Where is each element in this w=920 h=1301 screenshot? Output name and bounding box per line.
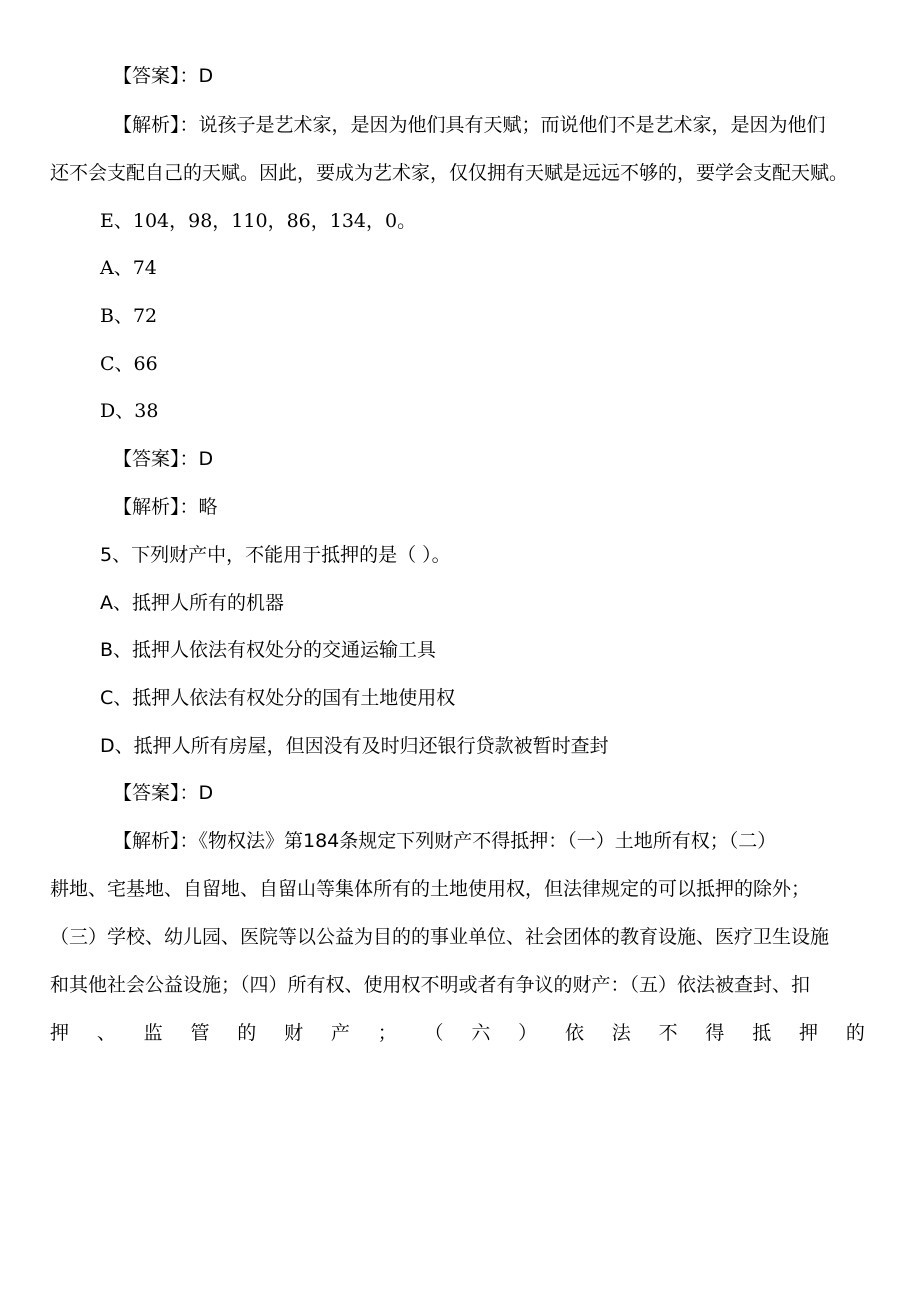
spread-char: 管: [190, 1022, 210, 1044]
analysis-line: （三）学校、幼儿园、医院等以公益为目的的事业单位、社会团体的教育设施、医疗卫生设施: [50, 926, 830, 948]
option-b: B、72: [100, 305, 158, 327]
spread-char: 监: [143, 1022, 163, 1044]
spread-char: ）: [518, 1022, 538, 1044]
answer-line: 【答案】：D: [113, 448, 214, 470]
spread-char: （: [424, 1022, 444, 1044]
spread-char: 的: [237, 1022, 257, 1044]
spread-char: 法: [611, 1022, 631, 1044]
analysis-line: 耕地、宅基地、自留地、自留山等集体所有的土地使用权，但法律规定的可以抵押的除外；: [50, 878, 811, 900]
option-b: B、抵押人依法有权处分的交通运输工具: [100, 639, 437, 661]
answer-line: 【答案】：D: [113, 782, 214, 804]
option-a: A、74: [100, 257, 157, 279]
option-d: D、38: [100, 400, 159, 422]
spread-char: 财: [284, 1022, 304, 1044]
analysis-line: 还不会支配自己的天赋。因此，要成为艺术家，仅仅拥有天赋是远远不够的，要学会支配天赋。: [50, 162, 849, 184]
spread-char: 得: [705, 1022, 725, 1044]
analysis-line: 和其他社会公益设施；（四）所有权、使用权不明或者有争议的财产：（五）依法被查封、扣: [50, 974, 811, 996]
option-d: D、抵押人所有房屋，但因没有及时归还银行贷款被暂时查封: [100, 735, 609, 757]
option-c: C、抵押人依法有权处分的国有土地使用权: [100, 687, 456, 709]
answer-line: 【答案】：D: [113, 65, 214, 87]
option-c: C、66: [100, 353, 158, 375]
spread-char: 产: [330, 1022, 350, 1044]
spread-char: ；: [377, 1022, 397, 1044]
spread-char: 抵: [752, 1022, 772, 1044]
spread-char: 不: [658, 1022, 678, 1044]
question-e: E、104，98，110，86，134，0。: [100, 210, 417, 232]
analysis-line-spread: [50, 1021, 865, 1045]
question-5: 5、下列财产中，不能用于抵押的是（ ）。: [100, 544, 451, 566]
spread-char: 押: [50, 1022, 70, 1044]
option-a: A、抵押人所有的机器: [100, 592, 284, 614]
analysis-line: 【解析】：略: [113, 496, 218, 518]
spread-char: 六: [471, 1022, 491, 1044]
spread-char: 的: [845, 1022, 865, 1044]
analysis-line: 【解析】：《物权法》第184条规定下列财产不得抵押：（一）土地所有权；（二）: [113, 830, 777, 852]
spread-char: 押: [799, 1022, 819, 1044]
spread-char: 、: [96, 1022, 116, 1044]
analysis-line: 【解析】：说孩子是艺术家，是因为他们具有天赋；而说他们不是艺术家，是因为他们: [113, 114, 826, 136]
spread-char: 依: [564, 1022, 584, 1044]
